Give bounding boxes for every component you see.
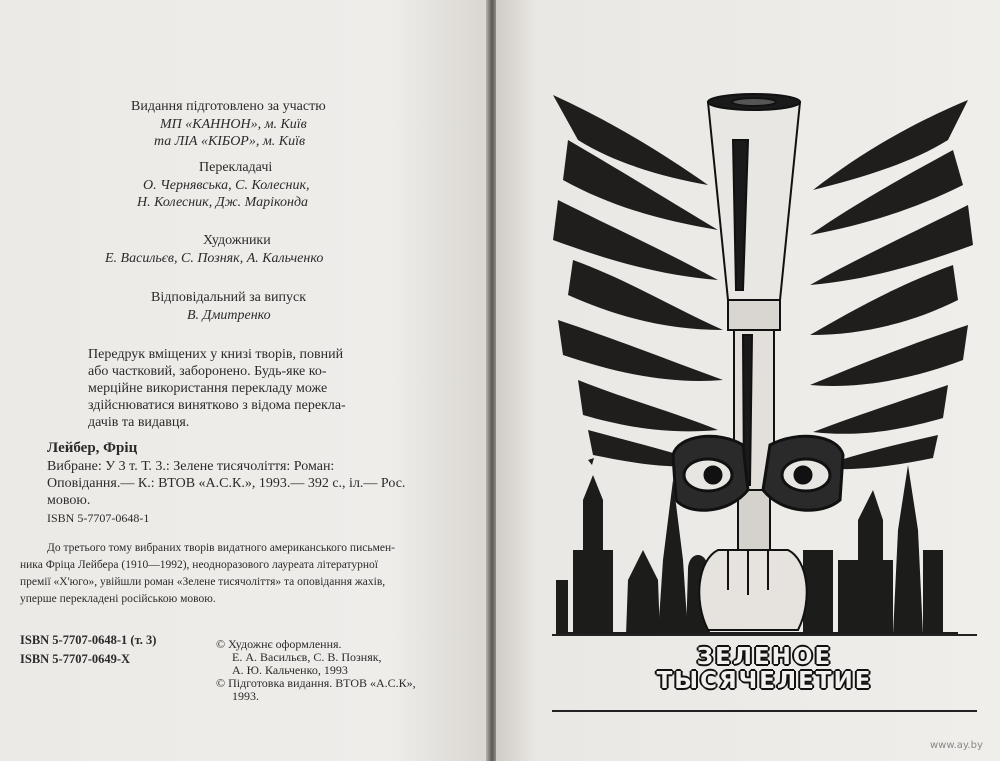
prepared-label: Видання підготовлено за участю bbox=[131, 99, 326, 114]
annotation-line: До третього тому вибраних творів видатного американського письмен- bbox=[47, 542, 395, 554]
isbn-volume: ISBN 5-7707-0648-1 (т. 3) bbox=[20, 633, 157, 647]
book-title bbox=[552, 645, 977, 693]
copyright-edition: © Підготовка видання. ВТОВ «А.С.К», bbox=[216, 676, 416, 690]
catalog-line: мовою. bbox=[47, 493, 91, 508]
hand bbox=[699, 550, 806, 630]
notice-line: або частковий, заборонено. Будь-яке ко- bbox=[88, 364, 327, 379]
copyright-design-authors: Е. А. Васильєв, С. В. Позняк, bbox=[232, 650, 382, 664]
catalog-author: Лейбер, Фріц bbox=[47, 440, 138, 456]
title-rule-top bbox=[552, 634, 977, 636]
left-page bbox=[0, 0, 488, 761]
annotation-line: ника Фріца Лейбера (1910—1992), неодноразового лауреата літературної bbox=[20, 559, 379, 571]
telescope-illustration bbox=[548, 80, 978, 640]
catalog-line: Оповідання.— К.: ВТОВ «А.С.К.», 1993.— 392 с., іл.— Рос. bbox=[47, 476, 406, 491]
org-kibor: та ЛІА «КІБОР», м. Київ bbox=[154, 134, 306, 149]
isbn-set: ISBN 5-7707-0649-X bbox=[20, 652, 131, 666]
translators-line1: О. Чернявська, С. Колесник, bbox=[143, 178, 310, 193]
translators-line2: Н. Колесник, Дж. Маріконда bbox=[137, 195, 309, 210]
copyright-edition-year: 1993. bbox=[232, 689, 259, 703]
annotation-line: уперше перекладені російською мовою. bbox=[20, 593, 216, 605]
watermark: www.ay.by bbox=[930, 740, 983, 751]
title-line-1: ЗЕЛЕНОЕ bbox=[696, 644, 833, 670]
catalog-isbn: ISBN 5-7707-0648-1 bbox=[47, 511, 150, 525]
annotation-line: премії «Х'юго», увійшли роман «Зелене тисячоліття» та оповідання жахів, bbox=[20, 576, 386, 588]
copyright-design-year: А. Ю. Кальченко, 1993 bbox=[232, 663, 348, 677]
artists-label: Художники bbox=[203, 233, 271, 248]
catalog-line: Вибране: У 3 т. Т. 3.: Зелене тисячоліття: Роман: bbox=[47, 459, 335, 474]
title-rule-bottom bbox=[552, 710, 977, 712]
notice-line: дачів та видавця. bbox=[88, 415, 190, 430]
org-kannon: МП «КАННОН», м. Київ bbox=[160, 117, 307, 132]
copyright-design: © Художнє оформлення. bbox=[216, 637, 342, 651]
notice-line: Передрук вміщених у книзі творів, повний bbox=[88, 347, 344, 362]
responsible-label: Відповідальний за випуск bbox=[151, 290, 307, 305]
translators-label: Перекладачі bbox=[199, 160, 273, 175]
notice-line: мерційне використання перекладу може bbox=[88, 381, 328, 396]
title-line-2: ТЫСЯЧЕЛЕТИЕ bbox=[656, 668, 873, 694]
responsible-name: В. Дмитренко bbox=[187, 308, 271, 323]
notice-line: здійснюватися винятково з відома перекла- bbox=[88, 398, 346, 413]
artists-names: Е. Васильєв, С. Позняк, А. Кальченко bbox=[105, 251, 324, 266]
star-icon bbox=[588, 458, 594, 465]
